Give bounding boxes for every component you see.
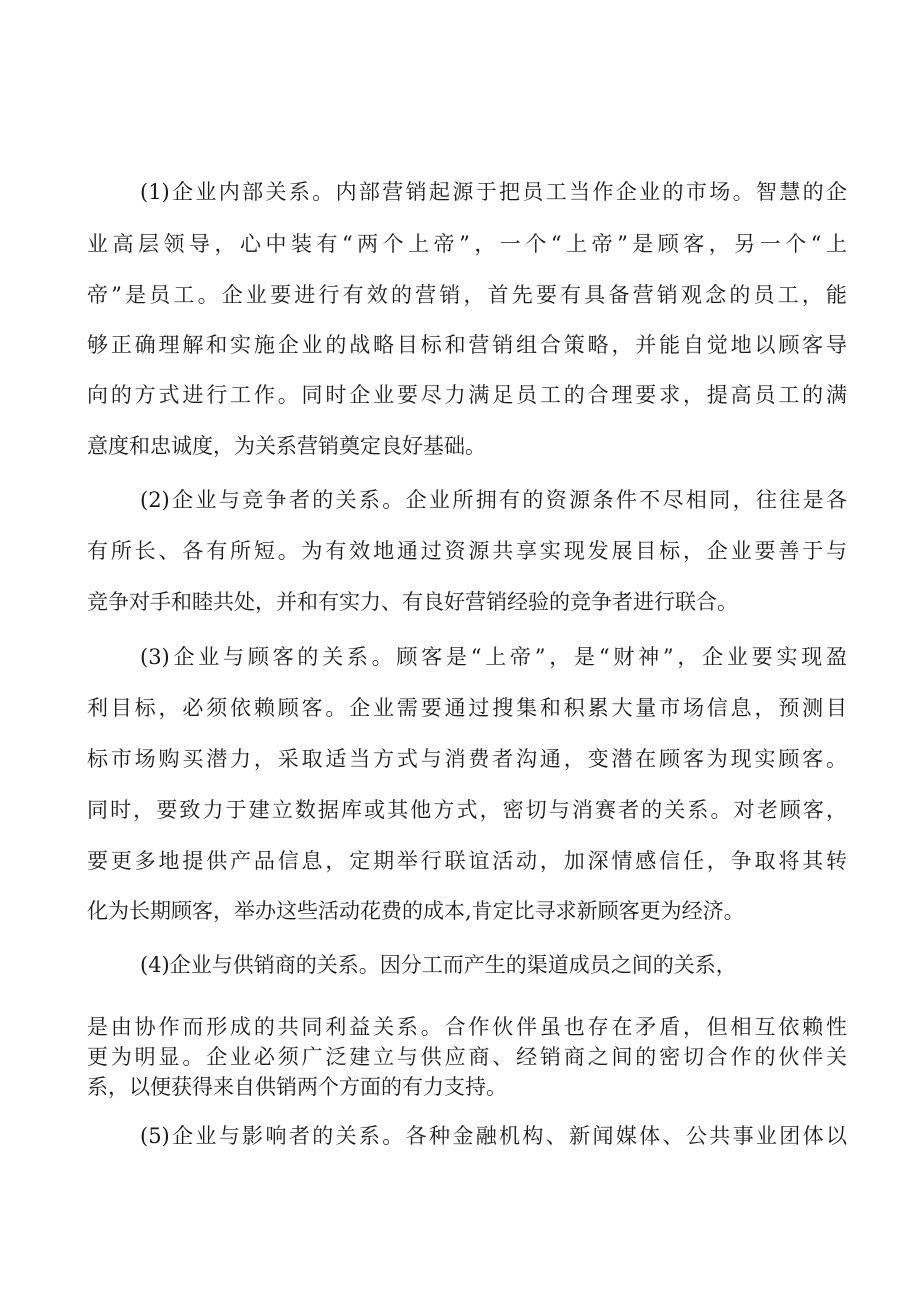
paragraph-2-line-1: (2)企业与竞争者的关系。企业所拥有的资源条件不尽相同，往往是各 <box>140 488 847 512</box>
paragraph-3-line-3: 标市场购买潜力，采取适当方式与消费者沟通，变潜在顾客为现实顾客。 <box>87 747 847 771</box>
paragraph-4-line-4: 系，以便获得来自供销两个方面的有力支持。 <box>87 1075 507 1099</box>
paragraph-1-line-6: 意度和忠诚度，为关系营销奠定良好基础。 <box>87 434 486 458</box>
paragraph-2-line-2: 有所长、各有所短。为有效地通过资源共享实现发展目标，企业要善于与 <box>87 539 847 563</box>
paragraph-1-line-5: 向的方式进行工作。同时企业要尽力满足员工的合理要求，提高员工的满 <box>87 383 847 407</box>
paragraph-3-line-4: 同时，要致力于建立数据库或其他方式，密切与消赛者的关系。对老顾客， <box>87 798 847 822</box>
paragraph-1-line-3: 帝”是员工。企业要进行有效的营销，首先要有具备营销观念的员工，能 <box>87 283 847 307</box>
paragraph-2-line-3: 竞争对手和睦共处，并和有实力、有良好营销经验的竞争者进行联合。 <box>87 590 738 614</box>
paragraph-1-line-4: 够正确理解和实施企业的战略目标和营销组合策略，并能自觉地以顾客导 <box>87 333 847 357</box>
paragraph-3-line-1: (3)企业与顾客的关系。顾客是“上帝”，是“财神”，企业要实现盈 <box>140 645 847 669</box>
paragraph-3-line-6: 化为长期顾客，举办这些活动花费的成本,肯定比寻求新顾客更为经济。 <box>87 899 745 923</box>
paragraph-1-line-2: 业高层领导，心中装有“两个上帝”，一个“上帝”是顾客，另一个“上 <box>87 232 847 256</box>
paragraph-5-line-1: (5)企业与影响者的关系。各种金融机构、新闻媒体、公共事业团体以 <box>140 1124 847 1148</box>
paragraph-3-line-5: 要更多地提供产品信息，定期举行联谊活动，加深情感信任，争取将其转 <box>87 849 847 873</box>
paragraph-1-line-1: (1)企业内部关系。内部营销起源于把员工当作企业的市场。智慧的企 <box>140 180 847 204</box>
paragraph-4-line-3: 更为明显。企业必须广泛建立与供应商、经销商之间的密切合作的伙伴关 <box>87 1045 847 1069</box>
paragraph-3-line-2: 利目标，必须依赖顾客。企业需要通过搜集和积累大量市场信息，预测目 <box>87 696 847 720</box>
paragraph-4-line-1: (4)企业与供销商的关系。因分工而产生的渠道成员之间的关系， <box>140 953 737 977</box>
paragraph-4-line-2: 是由协作而形成的共同利益关系。合作伙伴虽也存在矛盾，但相互依赖性 <box>87 1015 847 1039</box>
